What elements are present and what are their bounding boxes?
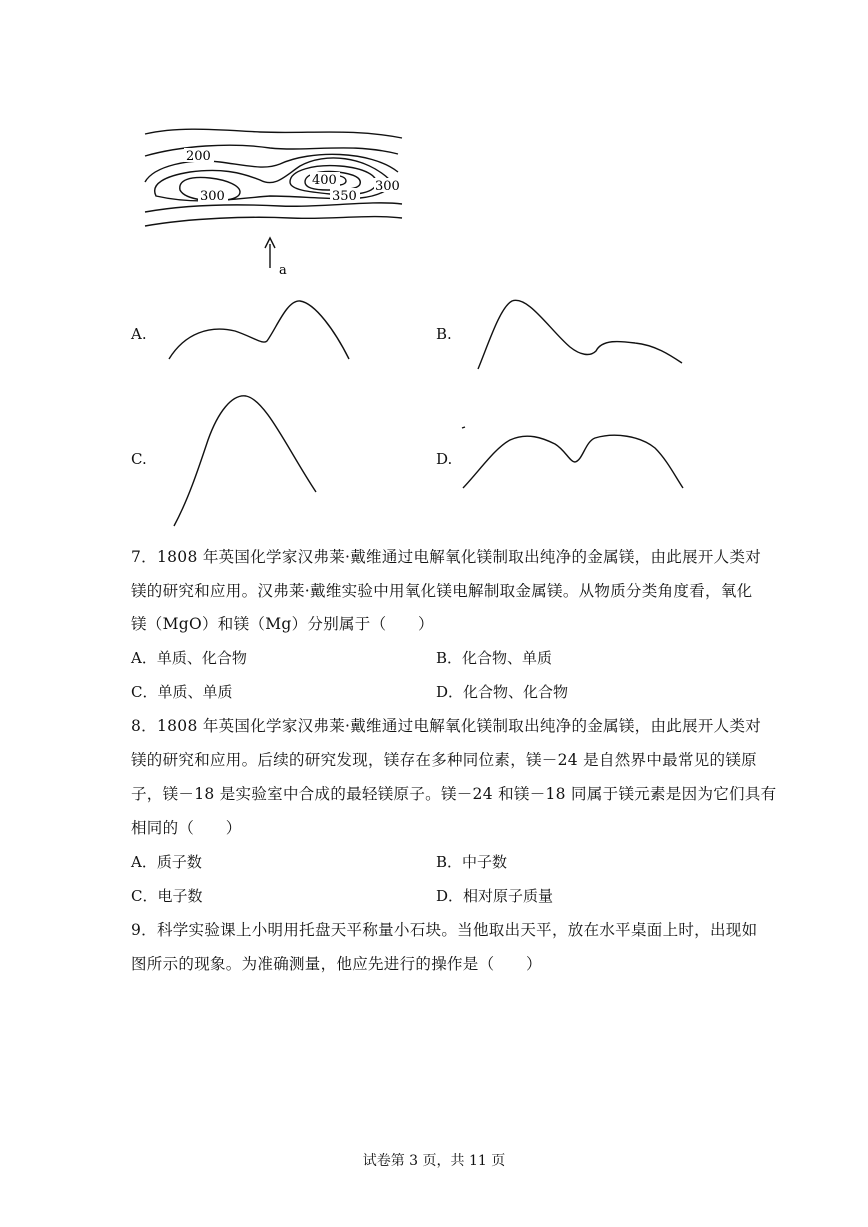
q9-line-1: 9．科学实验课上小明用托盘天平称量小石块。当他取出天平，放在水平桌面上时，出现如 <box>131 921 758 939</box>
contour-line <box>145 203 402 212</box>
profile-option-c <box>168 390 328 530</box>
q7-line-1: 7．1808 年英国化学家汉弗莱·戴维通过电解氧化镁制取出纯净的金属镁，由此展开人类对 <box>131 548 762 566</box>
contour-line <box>145 217 402 226</box>
q8-option-b: B．中子数 <box>436 853 508 871</box>
q8-line-2: 镁的研究和应用。后续的研究发现，镁存在多种同位素，镁－24 是自然界中最常见的镁原 <box>131 751 757 769</box>
q8-line-1: 8．1808 年英国化学家汉弗莱·戴维通过电解氧化镁制取出纯净的金属镁，由此展开人类对 <box>131 717 762 735</box>
q7-line-3: 镁（MgO）和镁（Mg）分别属于（ ） <box>131 615 434 633</box>
contour-line <box>145 129 402 138</box>
q8-line-4: 相同的（ ） <box>131 819 242 837</box>
page-footer: 试卷第 3 页，共 11 页 <box>362 1153 506 1169</box>
contour-map <box>140 120 410 280</box>
q9-line-2: 图所示的现象。为准确测量，他应先进行的操作是（ ） <box>131 955 542 973</box>
q7-option-a: A．单质、化合物 <box>131 649 247 667</box>
option-d-letter: D. <box>436 450 453 468</box>
option-a-letter: A. <box>131 325 147 343</box>
profile-option-b <box>470 295 690 375</box>
q8-option-d: D．相对原子质量 <box>436 887 554 905</box>
q8-option-a: A．质子数 <box>131 853 202 871</box>
contour-line <box>145 145 398 156</box>
contour-label: 350 <box>332 189 357 204</box>
q7-option-d: D．化合物、化合物 <box>436 683 569 701</box>
contour-label: 300 <box>375 179 400 194</box>
arrow-label: a <box>279 263 287 278</box>
contour-label: 300 <box>200 189 225 204</box>
q7-option-c: C．单质、单质 <box>131 683 233 701</box>
contour-label: 200 <box>186 149 211 164</box>
profile-option-a <box>165 295 355 365</box>
contour-label: 400 <box>312 173 337 188</box>
profile-option-d <box>455 420 695 500</box>
q8-line-3: 子，镁－18 是实验室中合成的最轻镁原子。镁－24 和镁－18 同属于镁元素是因为它们具有 <box>131 785 777 803</box>
q7-line-2: 镁的研究和应用。汉弗莱·戴维实验中用氧化镁电解制取金属镁。从物质分类角度看，氧化 <box>131 582 753 600</box>
q8-option-c: C．电子数 <box>131 887 203 905</box>
contour-line <box>145 154 398 182</box>
option-c-letter: C. <box>131 450 147 468</box>
option-b-letter: B. <box>436 325 452 343</box>
q7-option-b: B．化合物、单质 <box>436 649 553 667</box>
